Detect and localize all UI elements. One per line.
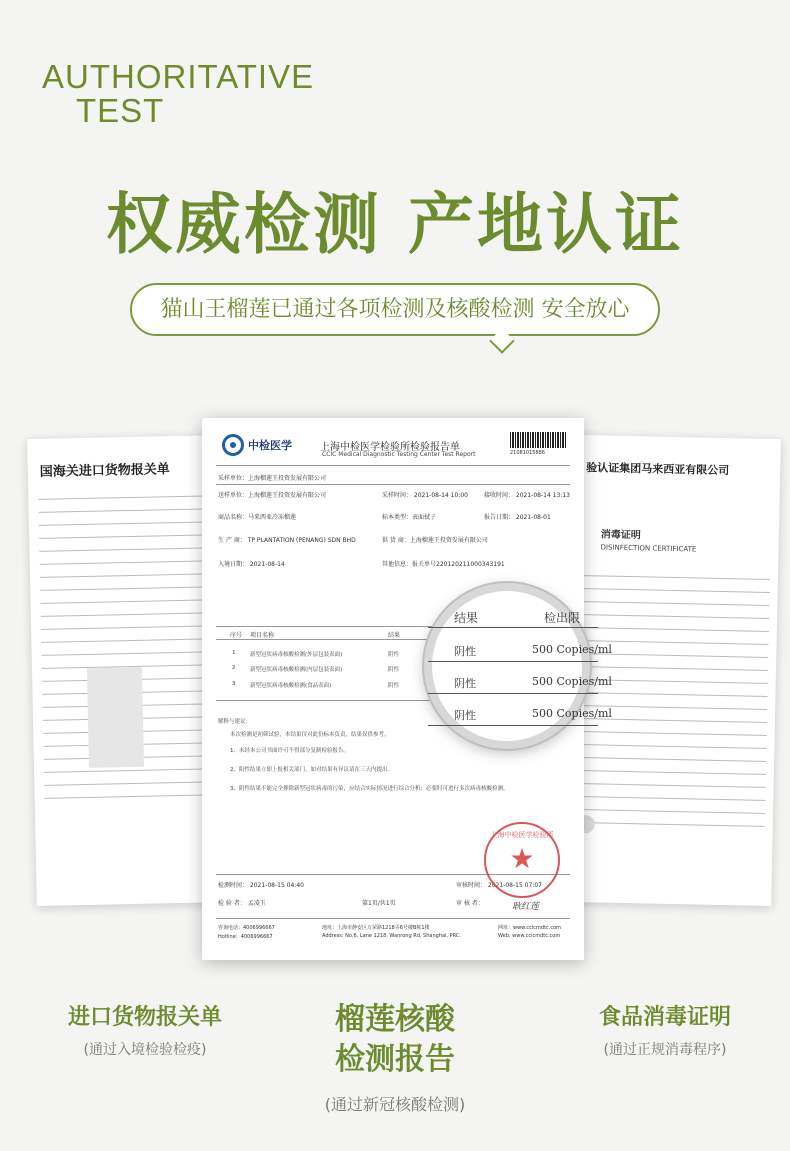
- note-line: 本次检测是初筛试验，本结果仅对此份标本负责，结果仅供参考。: [230, 732, 390, 738]
- footer-address: 地址：上海市静安区万荣路1218弄6号楼B栋1楼: [322, 925, 430, 931]
- table-row-no: 2: [232, 665, 236, 671]
- field-other: 其他信息：报关单号220120211000343191: [382, 561, 505, 568]
- page-number: 第1页/共1页: [362, 900, 396, 907]
- field-client: 采样单位：上海榴莲王投资发展有限公司: [218, 475, 327, 482]
- field-sample-time: 采样时间： 2021-08-14 10:00: [382, 492, 468, 499]
- field-sender: 送样单位：上海榴莲王投资发展有限公司: [218, 492, 327, 499]
- label-customs-title: 进口货物报关单: [67, 1005, 222, 1030]
- english-title-line2: TEST: [76, 92, 165, 129]
- chinese-title: 权威检测 产地认证: [106, 186, 684, 263]
- footer-web: 网址：www.ccicmdtc.com: [498, 925, 562, 931]
- table-row-item: 新型冠状病毒核酸检测(内层包装表面): [250, 667, 343, 673]
- seal-text: 上海中检医学检验所: [490, 831, 554, 839]
- label-customs: [40, 1000, 250, 1059]
- official-seal-icon: 上海中检医学检验所 ★: [484, 822, 560, 898]
- test-time: 检测时间： 2021-08-15 04:40: [218, 882, 304, 889]
- disinfection-certificate-document: [567, 435, 781, 906]
- table-row-result: 阴性: [388, 652, 400, 658]
- footer-phone: 咨询电话：4006996667: [218, 925, 275, 931]
- magnifier-divider: [428, 661, 598, 662]
- table-row-result: 阴性: [388, 683, 400, 689]
- english-title-line1: AUTHORITATIVE: [42, 58, 315, 95]
- customs-declaration-title: 国海关进口货物报关单: [39, 462, 170, 480]
- audit-time: 审核时间： 2021-08-15 07:07: [456, 882, 542, 889]
- note-line: 2、阳性结果立即上报相关部门，如对结果有异议请在三天内提出。: [230, 767, 394, 773]
- magnifier-divider: [428, 627, 598, 628]
- table-row-no: 3: [232, 681, 236, 687]
- magnifier-result: 阴性: [454, 709, 476, 722]
- magnifier-limit: 500 Copies/ml: [532, 675, 612, 688]
- footer-address-en: Address: No.6, Lane 1218, Wanrong Rd, Shanghai, PRC.: [322, 933, 461, 939]
- divider: [216, 465, 570, 466]
- subtitle-banner: 猫山王榴莲已通过各项检测及核酸检测 安全放心: [130, 283, 660, 336]
- certificate-title-en: DISINFECTION CERTIFICATE: [600, 543, 697, 554]
- field-report-date: 报告日期： 2021-08-01: [484, 514, 551, 521]
- magnifier-divider: [428, 725, 598, 726]
- label-test-report: [270, 1000, 520, 1115]
- table-head-item: 项目名称: [250, 632, 275, 639]
- english-title: [42, 60, 342, 128]
- ccic-logo: [222, 434, 292, 456]
- footer-web-en: Web: www.ccicmdtc.com: [498, 933, 561, 939]
- label-disinfection: [560, 1000, 770, 1059]
- ccic-logo-text: 中检医学: [248, 439, 292, 452]
- table-head-no: 序号: [230, 632, 243, 639]
- field-entry-date: 入境日期： 2021-08-14: [218, 561, 285, 568]
- redacted-block: [87, 667, 144, 768]
- field-producer: 生 产 商： TP PLANTATION (PENANG) SDN BHD: [218, 537, 356, 544]
- field-product: 商品名称：马来西亚冷冻榴莲: [218, 514, 297, 521]
- magnifier-limit: 500 Copies/ml: [532, 643, 612, 656]
- tester: 检 验 者： 孟凌玉: [218, 900, 266, 907]
- auditor: 审 核 者：: [456, 900, 484, 907]
- magnifier-result-header: 结果: [454, 611, 479, 625]
- magnifier-limit-header: 检出限: [544, 611, 581, 625]
- table-row-no: 1: [232, 650, 236, 656]
- report-title: 上海中检医学检验所检验报告单: [320, 442, 460, 453]
- label-test-report-sub: (通过新冠核酸检测): [324, 1095, 466, 1114]
- label-customs-sub: (通过入境检验检疫): [83, 1042, 207, 1058]
- table-row-result: 阴性: [388, 667, 400, 673]
- magnifier-lens: [424, 583, 612, 749]
- field-receive-time: 接收时间： 2021-08-14 13:13: [484, 492, 570, 499]
- divider: [216, 918, 570, 919]
- table-row-item: 新型冠状病毒核酸检测(食品表面): [250, 683, 332, 689]
- auditor-signature: 耿红莲: [512, 902, 540, 912]
- note-line: 3、阴性结果不能完全排除新型冠状病毒的污染，应结合实际情况进行综合分析；必要时可进行多次病毒核酸检测。: [230, 786, 509, 792]
- certificate-issuer: 验认证集团马来西亚有限公司: [586, 461, 730, 478]
- label-disinfection-sub: (通过正规消毒程序): [603, 1042, 727, 1058]
- barcode-number: 21081015886: [510, 450, 545, 456]
- label-test-report-title-2: 检测报告: [335, 1042, 455, 1077]
- label-test-report-title-1: 榴莲核酸: [335, 1002, 455, 1037]
- notes-title: 解释与建议：: [218, 719, 252, 725]
- certificate-title-cn: 消毒证明: [600, 529, 641, 542]
- magnifier-divider: [428, 693, 598, 694]
- footer-hotline: Hotline：4006996667: [218, 934, 273, 940]
- magnifier-result: 阴性: [454, 677, 476, 690]
- divider: [216, 484, 570, 485]
- table-head-result: 结果: [388, 632, 401, 639]
- barcode-icon: [510, 432, 566, 448]
- ccic-logo-icon: [222, 434, 244, 456]
- report-subtitle: CCIC Medical Diagnostic Testing Center Test Report: [322, 451, 476, 458]
- label-disinfection-title: 食品消毒证明: [598, 1005, 731, 1030]
- note-line: 1、未经本公司书面许可不得部分复制检验报告。: [230, 748, 350, 754]
- magnifier-limit: 500 Copies/ml: [532, 707, 612, 720]
- magnifier-result: 阴性: [454, 645, 476, 658]
- field-sample-type: 标本类型：表面拭子: [382, 514, 437, 521]
- field-supplier: 供 货 商：上海榴莲王投资发展有限公司: [382, 537, 488, 544]
- table-row-item: 新型冠状病毒核酸检测(外层包装表面): [250, 652, 343, 658]
